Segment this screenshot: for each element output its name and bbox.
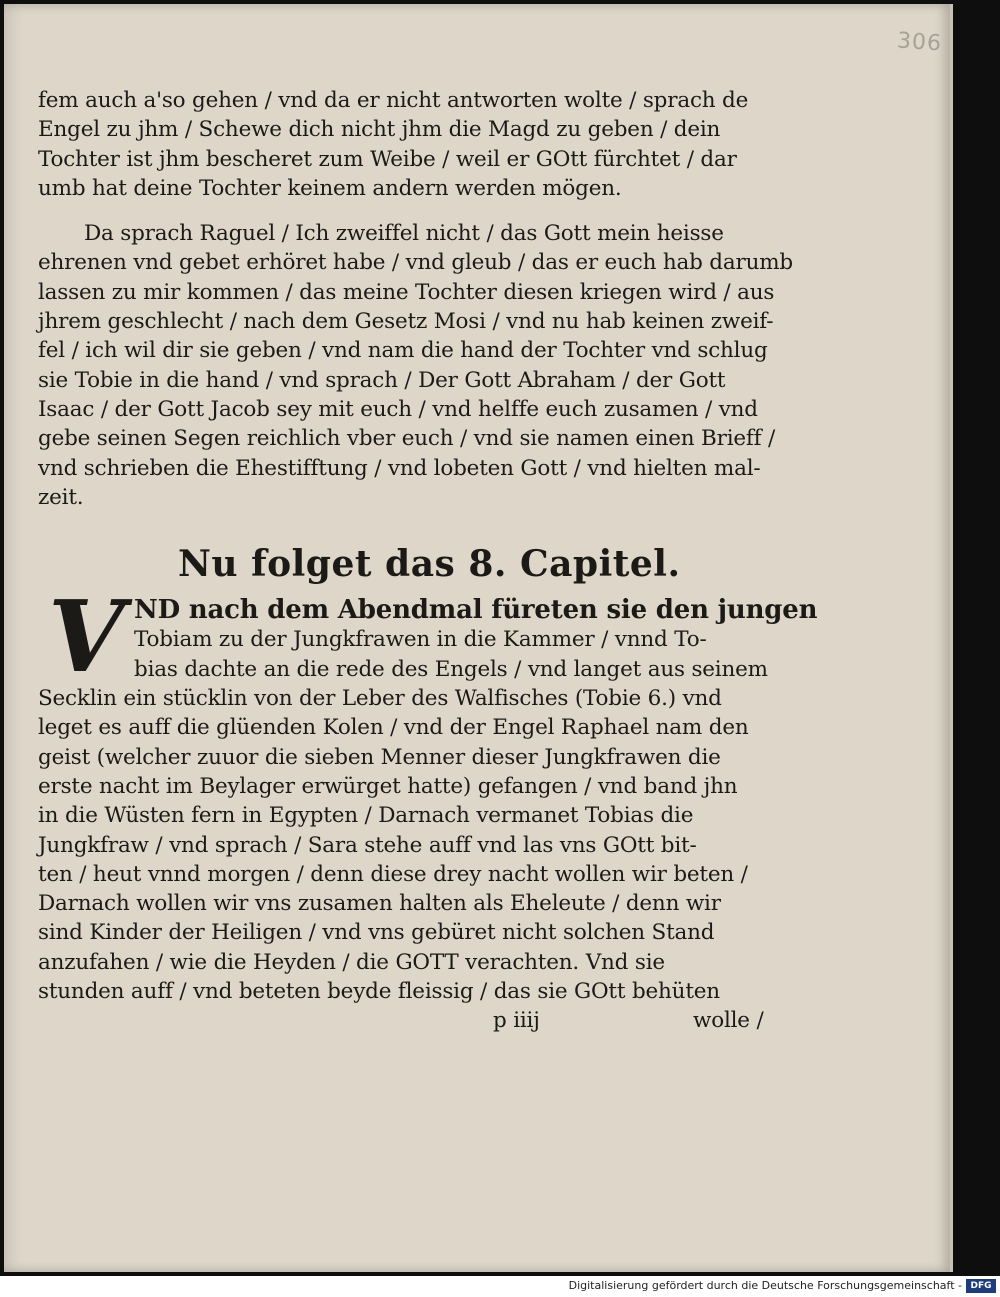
- text-line: vnd schrieben die Ehestifftung / vnd lobeten Gott / vnd hielten mal-: [38, 455, 761, 481]
- text-line: Secklin ein stücklin von der Leber des Walfisches (Tobie 6.) vnd: [38, 686, 722, 712]
- text-line: Jungkfraw / vnd sprach / Sara stehe auff vnd las vns GOtt bit-: [38, 832, 697, 858]
- paragraph-1: [38, 86, 778, 203]
- text-line: sind Kinder der Heiligen / vnd vns gebüret nicht solchen Stand: [38, 920, 715, 946]
- text-line: zeit.: [38, 484, 84, 510]
- text-line: Darnach wollen wir vns zusamen halten als Eheleute / denn wir: [38, 891, 721, 917]
- text-line: ehrenen vnd gebet erhöret habe / vnd gleub / das er euch hab darumb: [38, 250, 793, 276]
- text-line: erste nacht im Beylager erwürget hatte) gefangen / vnd band jhn: [38, 773, 738, 799]
- text-line: fel / ich wil dir sie geben / vnd nam die hand der Tochter vnd schlug: [38, 338, 768, 364]
- text-line: anzufahen / wie die Heyden / die GOTT verachten. Vnd sie: [38, 949, 665, 975]
- folio-number: 306: [896, 28, 943, 57]
- chapter-heading: Nu folget das 8. Capitel.: [178, 543, 681, 586]
- text-line: Da sprach Raguel / Ich zweiffel nicht / das Gott mein heisse: [84, 221, 724, 247]
- text-line: in die Wüsten fern in Egypten / Darnach vermanet Tobias die: [38, 803, 694, 829]
- signature-mark: p iiij: [493, 1008, 540, 1034]
- funding-credit: Digitalisierung gefördert durch die Deutsche Forschungsgemeinschaft -: [568, 1279, 962, 1292]
- chapter-body: [38, 580, 818, 1035]
- chapter-lead-line: ND nach dem Abendmal füreten sie den jungen: [134, 595, 818, 626]
- text-line: ten / heut vnnd morgen / denn diese drey nacht wollen wir beten /: [38, 861, 748, 887]
- text-line: bias dachte an die rede des Engels / vnd langet aus seinem: [134, 656, 768, 682]
- text-line: Tobiam zu der Jungkfrawen in die Kammer / vnnd To-: [134, 627, 707, 653]
- text-line: sie Tobie in die hand / vnd sprach / Der Gott Abraham / der Gott: [38, 367, 726, 393]
- page-text: [38, 86, 818, 1036]
- text-line: Isaac / der Gott Jacob sey mit euch / vnd helffe euch zusamen / vnd: [38, 396, 758, 422]
- decorative-initial: V: [48, 580, 124, 696]
- document-page: [4, 4, 950, 1272]
- text-line: leget es auff die glüenden Kolen / vnd der Engel Raphael nam den: [38, 715, 749, 741]
- text-line: stunden auff / vnd beteten beyde fleissig / das sie GOtt behüten: [38, 979, 720, 1005]
- text-line: fem auch a'so gehen / vnd da er nicht antworten wolte / sprach de: [38, 88, 749, 113]
- catchword: wolle /: [693, 1008, 764, 1034]
- paragraph-2: [38, 219, 793, 512]
- dfg-logo: DFG: [966, 1279, 996, 1293]
- paragraph-gap: [38, 203, 778, 219]
- text-line: Engel zu jhm / Schewe dich nicht jhm die Magd zu geben / dein: [38, 117, 721, 143]
- text-line: jhrem geschlecht / nach dem Gesetz Mosi / vnd nu hab keinen zweif-: [38, 309, 774, 335]
- text-line: lassen zu mir kommen / das meine Tochter diesen kriegen wird / aus: [38, 279, 775, 305]
- signature-line: [38, 1006, 778, 1035]
- text-line: gebe seinen Segen reichlich vber euch / vnd sie namen einen Brieff /: [38, 426, 776, 452]
- text-line: geist (welcher zuuor die sieben Menner dieser Jungkfrawen die: [38, 744, 721, 770]
- footer-bar: [0, 1276, 1000, 1297]
- text-line: Tochter ist jhm bescheret zum Weibe / weil er GOtt fürchtet / dar: [38, 146, 737, 172]
- page-edge: [950, 4, 953, 1272]
- text-line: umb hat deine Tochter keinem andern werden mögen.: [38, 175, 622, 201]
